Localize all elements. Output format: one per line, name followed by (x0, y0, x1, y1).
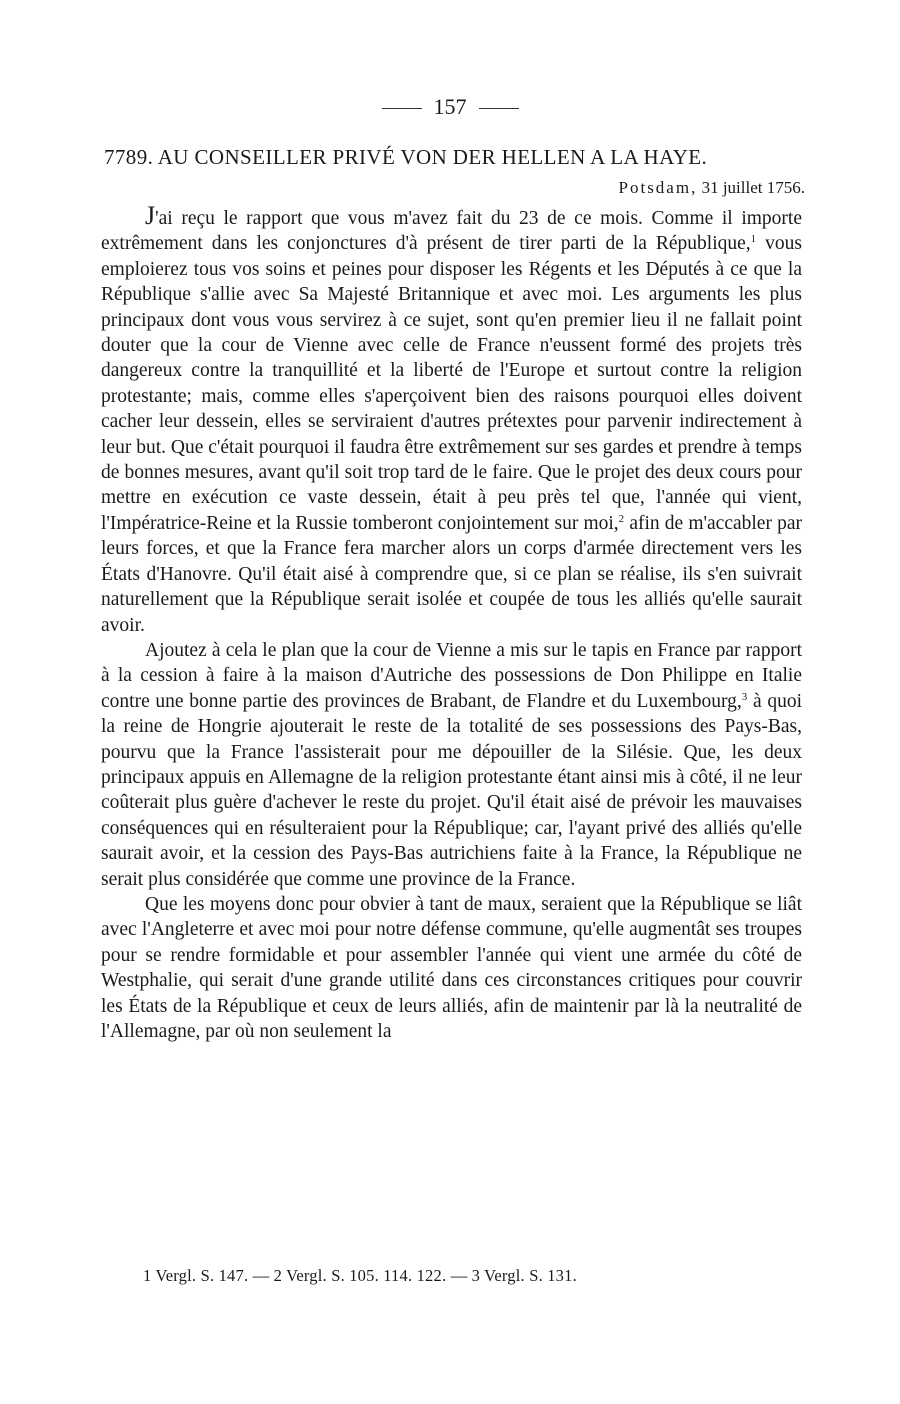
paragraph-3-text: Que les moyens donc pour obvier à tant de maux, seraient que la République se liât avec l'Angleterre et avec moi pour notre défense commune, qu'elle augmentât ses troupes pour se rendre formidable et pour assembler l'année qui vient une armée du côté de Westphalie, qui serait d'une grande utilité dans ces circonstances critiques pour couvrir les États de la République et ceux de leurs alliés, afin de maintenir par là la neutralité de l'Allemagne, par où non seulement la (101, 893, 802, 1042)
paragraph-2 (101, 638, 802, 892)
footnotes: 1 Vergl. S. 147. — 2 Vergl. S. 105. 114. 122. — 3 Vergl. S. 131. (143, 1266, 577, 1285)
footnote-ref-2: 2 (618, 512, 625, 525)
page-header (0, 94, 900, 120)
paragraph-3 (101, 892, 802, 1044)
footnote-ref-3: 3 (741, 690, 748, 703)
letter-body (101, 203, 802, 1044)
paragraph-1-text-c: afin de m'accabler par leurs forces, et que la France fera marcher alors un corps d'armée directement vers les États d'Hanovre. Qu'il était aisé à comprendre que, si ce plan se réalise, ils s'en suivrait naturellement que la République serait isolée et coupée de tous les alliés qu'elle saurait avoir. (101, 512, 802, 636)
paragraph-1 (101, 203, 802, 638)
dateline (619, 178, 805, 198)
paragraph-2-text-b: à quoi la reine de Hongrie ajouterait le reste de la totalité de ses possessions des Pays-Bas, pourvu que la France l'assisterait pour me dépouiller de la Silésie. Que, les deux principaux appuis en Allemagne de la religion protestante étant ainsi mis à côté, il ne leur coûterait plus guère d'achever le reste du projet. Qu'il était aisé de prévoir les mauvaises conséquences qui en résulteraient pour la République; car, l'ayant privé des alliés qu'elle saurait avoir, et la cession des Pays-Bas autrichiens faite à la France, la République ne serait plus considérée que comme une province de la France. (101, 690, 802, 890)
letter-heading: 7789. AU CONSEILLER PRIVÉ VON DER HELLEN A LA HAYE. (104, 145, 708, 169)
paragraph-1-text-a: 'ai reçu le rapport que vous m'avez fait du 23 de ce mois. Comme il importe extrêmement dans les conjonctures d'à présent de tirer parti de la République, (101, 208, 802, 255)
dateline-date: 31 juillet 1756. (701, 178, 805, 197)
dateline-place: Potsdam, (618, 178, 698, 197)
header-rule-left (382, 108, 422, 109)
drop-cap: J (145, 201, 156, 230)
header-rule-right (479, 108, 519, 109)
paragraph-1-text-b: vous emploierez tous vos soins et peines pour disposer les Régents et les Députés à ce que la République s'allie avec Sa Majesté Britannique et avec moi. Les arguments les plus principaux dont vous vous servirez à ce sujet, sont qu'en premier lieu il ne fallait point douter que la cour de Vienne avec celle de France n'eussent formé des projets très dangereux contre la tranquillité et la liberté de l'Europe et surtout contre la religion protestante; mais, comme elles s'aperçoivent bien des raisons pourquoi elles doivent cacher leur dessein, elles se serviraient d'autres prétextes pour parvenir indirectement à leur but. Que c'était pourquoi il faudra être extrêmement sur ses gardes et prendre à temps de bonnes mesures, avant qu'il soit trop tard de le faire. Que le projet des deux cours pour mettre en exécution ce vaste dessein, était à peu près tel que, l'année qui vient, l'Impératrice-Reine et la Russie tomberont conjointement sur moi, (101, 233, 802, 534)
page-number: 157 (433, 94, 467, 119)
footnote-ref-1: 1 (750, 233, 757, 246)
paragraph-2-text-a: Ajoutez à cela le plan que la cour de Vienne a mis sur le tapis en France par rapport à la cession à faire à la maison d'Autriche des possessions de Don Philippe en Italie contre une bonne partie des provinces de Brabant, de Flandre et du Luxembourg, (101, 639, 802, 712)
